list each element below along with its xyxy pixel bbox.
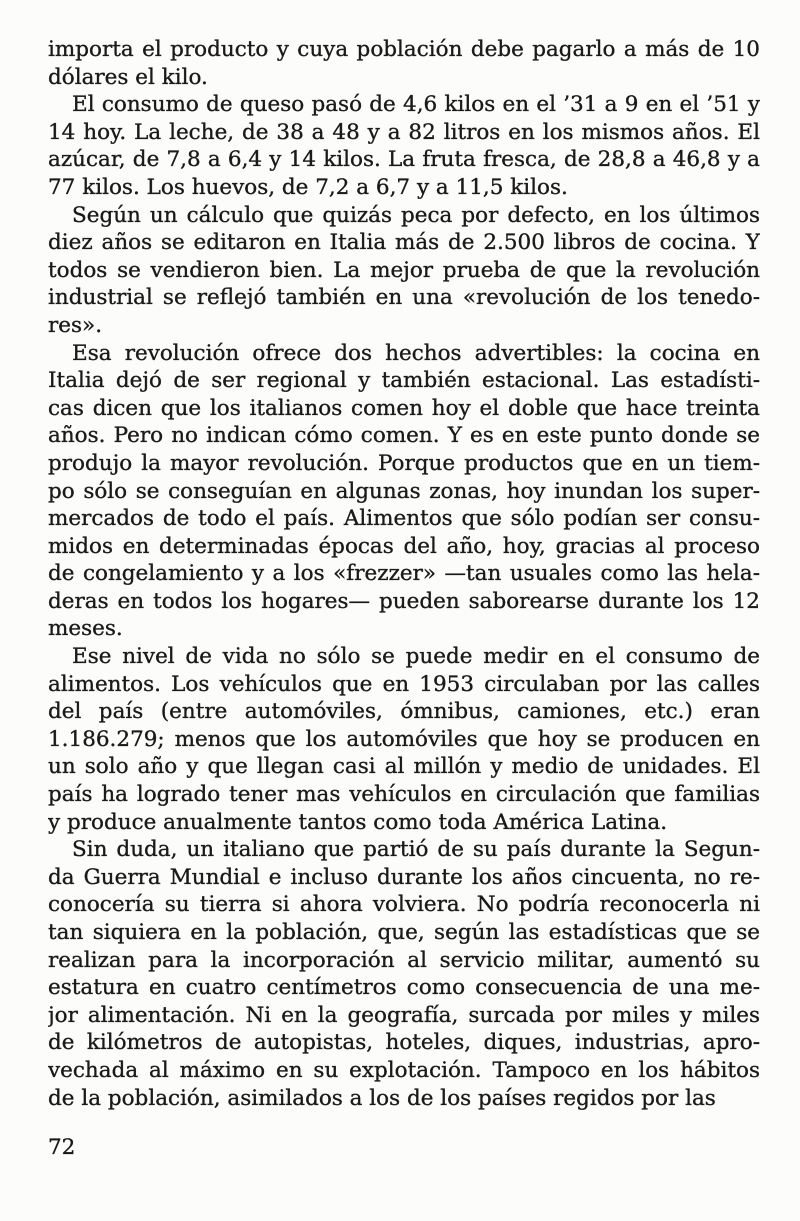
paragraph xyxy=(48,202,760,340)
text-line: tan siquiera en la población, que, según las estadísticas que se xyxy=(48,920,760,945)
text-block xyxy=(48,36,760,1112)
text-line: vechada al máximo en su explotación. Tampoco en los hábitos xyxy=(48,1057,760,1083)
text-line: Según un cálculo que quizás peca por defecto, en los últimos xyxy=(72,202,760,228)
text-line: y produce anualmente tantos como toda América Latina. xyxy=(48,809,668,835)
text-line: 14 hoy. La leche, de 38 a 48 y a 82 litros en los mismos años. El xyxy=(48,119,760,145)
text-line: Esa revolución ofrece dos hechos advertibles: la cocina en xyxy=(72,340,760,366)
text-line: todos se vendieron bien. La mejor prueba de que la revolución xyxy=(48,257,760,283)
text-line: 77 kilos. Los huevos, de 7,2 a 6,7 y a 11,5 kilos. xyxy=(48,174,568,200)
paragraph xyxy=(48,340,760,644)
text-line: deras en todos los hogares— pueden saborearse durante los 12 xyxy=(48,588,760,614)
text-line: El consumo de queso pasó de 4,6 kilos en el ’31 a 9 en el ’51 y xyxy=(72,92,760,118)
text-line: estatura en cuatro centímetros como consecuencia de una me- xyxy=(48,975,760,1001)
paragraph xyxy=(48,91,760,201)
paragraph xyxy=(48,36,760,91)
text-line: mercados de todo el país. Alimentos que sólo podían ser consu- xyxy=(48,506,760,532)
text-line: años. Pero no indican cómo comen. Y es en este punto donde se xyxy=(48,423,760,449)
text-line: importa el producto y cuya población debe pagarlo a más de 10 xyxy=(48,37,760,62)
text-line: industrial se reflejó también en una «revolución de los tenedo- xyxy=(48,285,760,311)
paragraph xyxy=(48,836,760,1112)
text-line: un solo año y que llegan casi al millón y medio de unidades. El xyxy=(48,754,760,780)
text-line: conocería su tierra si ahora volviera. No podría reconocerla ni xyxy=(48,892,760,918)
text-line: de kilómetros de autopistas, hoteles, diques, industrias, apro- xyxy=(48,1030,760,1056)
text-line: país ha logrado tener mas vehículos en circulación que familias xyxy=(48,782,760,808)
text-line: res». xyxy=(48,312,103,338)
text-line: dólares el kilo. xyxy=(48,64,208,90)
text-line: realizan para la incorporación al servicio militar, aumentó su xyxy=(48,947,760,973)
text-line: 1.186.279; menos que los automóviles que hoy se producen en xyxy=(48,726,760,752)
text-line: del país (entre automóviles, ómnibus, camiones, etc.) eran xyxy=(48,699,760,725)
text-line: de congelamiento y a los «frezzer» —tan usuales como las hela- xyxy=(48,561,760,587)
text-line: diez años se editaron en Italia más de 2.500 libros de cocina. Y xyxy=(48,230,760,256)
text-line: alimentos. Los vehículos que en 1953 circulaban por las calles xyxy=(48,671,760,697)
text-line: Italia dejó de ser regional y también estacional. Las estadísti- xyxy=(48,368,760,394)
text-line: Ese nivel de vida no sólo se puede medir en el consumo de xyxy=(72,644,760,670)
page-number: 72 xyxy=(48,1135,76,1160)
text-line: de la población, asimilados a los de los países regidos por las xyxy=(48,1085,716,1111)
text-line: po sólo se conseguían en algunas zonas, hoy inundan los super- xyxy=(48,478,760,504)
text-line: midos en determinadas épocas del año, hoy, gracias al proceso xyxy=(48,533,760,559)
text-line: produjo la mayor revolución. Porque productos que en un tiem- xyxy=(48,450,760,476)
text-line: azúcar, de 7,8 a 6,4 y 14 kilos. La fruta fresca, de 28,8 a 46,8 y a xyxy=(48,147,760,173)
text-line: meses. xyxy=(48,616,123,642)
text-line: cas dicen que los italianos comen hoy el doble que hace treinta xyxy=(48,395,760,421)
paragraph xyxy=(48,643,760,836)
text-line: Sin duda, un italiano que partió de su país durante la Segun- xyxy=(72,837,760,863)
text-line: da Guerra Mundial e incluso durante los años cincuenta, no re- xyxy=(48,864,760,890)
text-line: jor alimentación. Ni en la geografía, surcada por miles y miles xyxy=(48,1002,760,1028)
